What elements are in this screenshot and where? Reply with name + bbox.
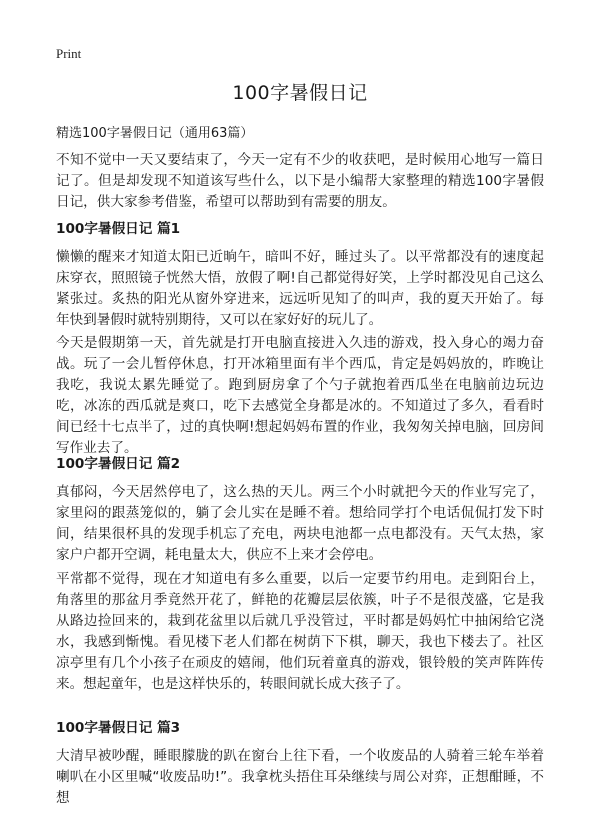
section-heading-3: 100字暑假日记 篇3 — [56, 720, 181, 736]
intro-paragraph: 不知不觉中一天又要结束了，今天一定有不少的收获吧，是时候用心地写一篇日记了。但是却发现不知道该写些什么，以下是小编帮大家整理的精选100字暑假日记，供大家参考借鉴，希望可以帮助到有需要的朋友。 — [56, 152, 544, 210]
section-1-paragraph-1: 懒懒的醒来才知道太阳已近晌午，暗叫不好，睡过头了。以平常都没有的速度起床穿衣，照照镜子恍然大悟，放假了啊!自己都觉得好笑，上学时都没见自己这么紧张过。炙热的阳光从窗外穿进来，远远听见知了的叫声，我的夏天开始了。每年快到暑假时就特别期待，又可以在家好好的玩儿了。 — [56, 249, 544, 328]
section-2-paragraph-1: 真郁闷，今天居然停电了，这么热的天儿。两三个小时就把今天的作业写完了，家里闷的跟蒸笼似的，躺了会儿实在是睡不着。想给同学打个电话侃侃打发下时间，结果很杯具的发现手机忘了充电，两块电池都一点电都没有。天气太热，家家户户都开空调，耗电量太大，供应不上来才会停电。 — [56, 484, 544, 563]
section-2-paragraph-2: 平常都不觉得，现在才知道电有多么重要，以后一定要节约用电。走到阳台上，角落里的那盆月季竟然开花了，鲜艳的花瓣层层依簇，叶子不是很茂盛，它是我从路边捡回来的，栽到花盆里以后就几乎没管过，平时都是妈妈忙中抽闲给它浇水，我感到惭愧。看见楼下老人们都在树荫下下棋，聊天，我也下楼去了。社区凉亭里有几个小孩子在顽皮的嬉闹，他们玩着童真的游戏，银铃般的笑声阵阵传来。想起童年，也是这样快乐的，转眼间就长成大孩子了。 — [56, 571, 544, 692]
section-3-paragraph-1: 大清早被吵醒，睡眼朦胧的趴在窗台上往下看，一个收废品的人骑着三轮车举着喇叭在小区里喊“收废品叻!”。我拿枕头捂住耳朵继续与周公对弈，正想酣睡，不想 — [56, 748, 544, 806]
section-heading-2: 100字暑假日记 篇2 — [56, 456, 181, 472]
section-1-paragraph-2: 今天是假期第一天，首先就是打开电脑直接进入久违的游戏，投入身心的竭力奋战。玩了一会儿暂停休息，打开冰箱里面有半个西瓜，肯定是妈妈放的，昨晚让我吃，我说太累先睡觉了。跑到厨房拿了个勺子就抱着西瓜坐在电脑前边玩边吃，冰冻的西瓜就是爽口，吃下去感觉全身都是冰的。不知道过了多久，看看时间已经十七点半了，过的真快啊!想起妈妈布置的作业，我匆匆关掉电脑，回房间写作业去了。 — [56, 335, 544, 456]
print-link[interactable]: Print — [56, 46, 82, 61]
section-heading-1: 100字暑假日记 篇1 — [56, 221, 181, 237]
document-title: 100字暑假日记 — [232, 82, 368, 104]
document-subtitle: 精选100字暑假日记（通用63篇） — [56, 126, 254, 141]
